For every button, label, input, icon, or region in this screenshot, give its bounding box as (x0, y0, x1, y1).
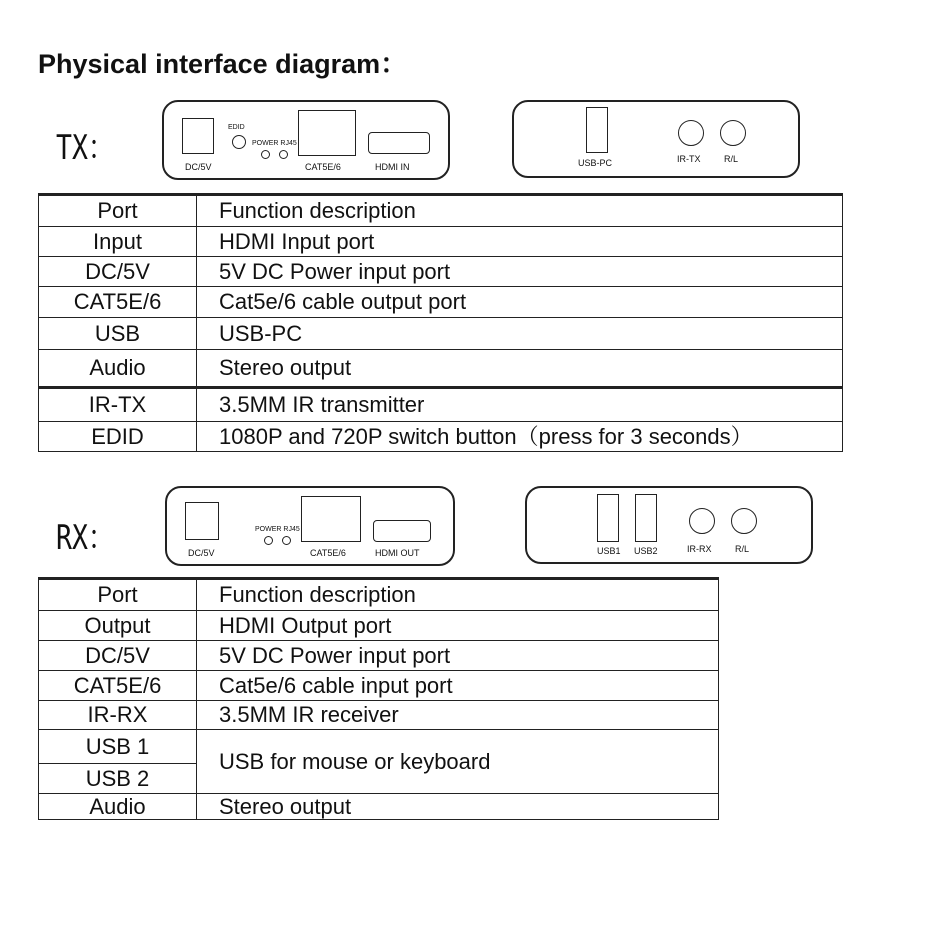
usb2-label: USB2 (634, 546, 658, 556)
port-cell: Output (39, 611, 197, 641)
rx-port-table (38, 577, 719, 820)
port-cell: CAT5E/6 (39, 287, 197, 318)
desc-cell: 1080P and 720P switch button（press for 3 seconds） (197, 422, 843, 452)
table-header-row (39, 579, 719, 611)
edid-label: EDID (228, 124, 245, 131)
rl-jack (731, 508, 757, 534)
table-row (39, 611, 719, 641)
desc-cell: USB-PC (197, 318, 843, 350)
usb1-label: USB1 (597, 546, 621, 556)
port-cell: DC/5V (39, 641, 197, 671)
desc-cell: 3.5MM IR transmitter (197, 388, 843, 422)
edid-button (232, 135, 246, 149)
rj45-led (282, 536, 291, 545)
hdmi-port (373, 520, 431, 542)
table-row (39, 257, 843, 287)
hdmi-label: HDMI OUT (375, 548, 420, 558)
dc-port (182, 118, 214, 154)
table-row (39, 671, 719, 701)
port-cell: IR-TX (39, 388, 197, 422)
irrx-jack (689, 508, 715, 534)
led-label: POWER RJ45 (252, 140, 297, 147)
tx-port-table (38, 193, 843, 452)
usb1-port (597, 494, 619, 542)
desc-header: Function description (197, 195, 843, 227)
table-row (39, 641, 719, 671)
desc-header: Function description (197, 579, 719, 611)
table-row (39, 318, 843, 350)
power-led (261, 150, 270, 159)
rx-front-panel (165, 486, 455, 566)
port-header: Port (39, 195, 197, 227)
cat-label: CAT5E/6 (305, 162, 341, 172)
rl-label: R/L (724, 154, 739, 164)
table-row (39, 794, 719, 820)
desc-cell: USB for mouse or keyboard (197, 730, 719, 794)
desc-cell: 5V DC Power input port (197, 641, 719, 671)
power-led (264, 536, 273, 545)
port-cell: EDID (39, 422, 197, 452)
port-cell: DC/5V (39, 257, 197, 287)
port-cell: CAT5E/6 (39, 671, 197, 701)
led-label: POWER RJ45 (255, 526, 300, 533)
dc-label: DC/5V (185, 162, 212, 172)
irrx-label: IR-RX (687, 544, 712, 554)
rl-jack (720, 120, 746, 146)
port-cell: Audio (39, 350, 197, 388)
tx-rear-panel (512, 100, 800, 178)
port-cell: IR-RX (39, 701, 197, 730)
hdmi-label: HDMI IN (375, 162, 410, 172)
tx-label: TX： (56, 128, 115, 168)
desc-cell: Stereo output (197, 794, 719, 820)
table-row (39, 730, 719, 764)
rx-label: RX： (56, 518, 115, 558)
usb-label: USB-PC (578, 158, 613, 168)
dc-label: DC/5V (188, 548, 215, 558)
table-row (39, 701, 719, 730)
desc-cell: HDMI Input port (197, 227, 843, 257)
port-header: Port (39, 579, 197, 611)
cat-label: CAT5E/6 (310, 548, 346, 558)
irtx-jack (678, 120, 704, 146)
table-header-row (39, 195, 843, 227)
table-row (39, 422, 843, 452)
desc-cell: Cat5e/6 cable input port (197, 671, 719, 701)
rx-rear-panel (525, 486, 813, 564)
desc-cell: 3.5MM IR receiver (197, 701, 719, 730)
cat-port (298, 110, 356, 156)
port-cell: USB 2 (39, 764, 197, 794)
port-cell: USB (39, 318, 197, 350)
table-row (39, 287, 843, 318)
table-row (39, 227, 843, 257)
port-cell: USB 1 (39, 730, 197, 764)
hdmi-port (368, 132, 430, 154)
dc-port (185, 502, 219, 540)
page-title: Physical interface diagram： (38, 49, 408, 79)
desc-cell: HDMI Output port (197, 611, 719, 641)
table-row (39, 388, 843, 422)
cat-port (301, 496, 361, 542)
desc-cell: Stereo output (197, 350, 843, 388)
port-cell: Input (39, 227, 197, 257)
tx-front-panel (162, 100, 450, 180)
rj45-led (279, 150, 288, 159)
usb-port (586, 107, 608, 153)
usb2-port (635, 494, 657, 542)
table-row (39, 350, 843, 388)
rl-label: R/L (735, 544, 750, 554)
desc-cell: Cat5e/6 cable output port (197, 287, 843, 318)
port-cell: Audio (39, 794, 197, 820)
desc-cell: 5V DC Power input port (197, 257, 843, 287)
irtx-label: IR-TX (677, 154, 701, 164)
